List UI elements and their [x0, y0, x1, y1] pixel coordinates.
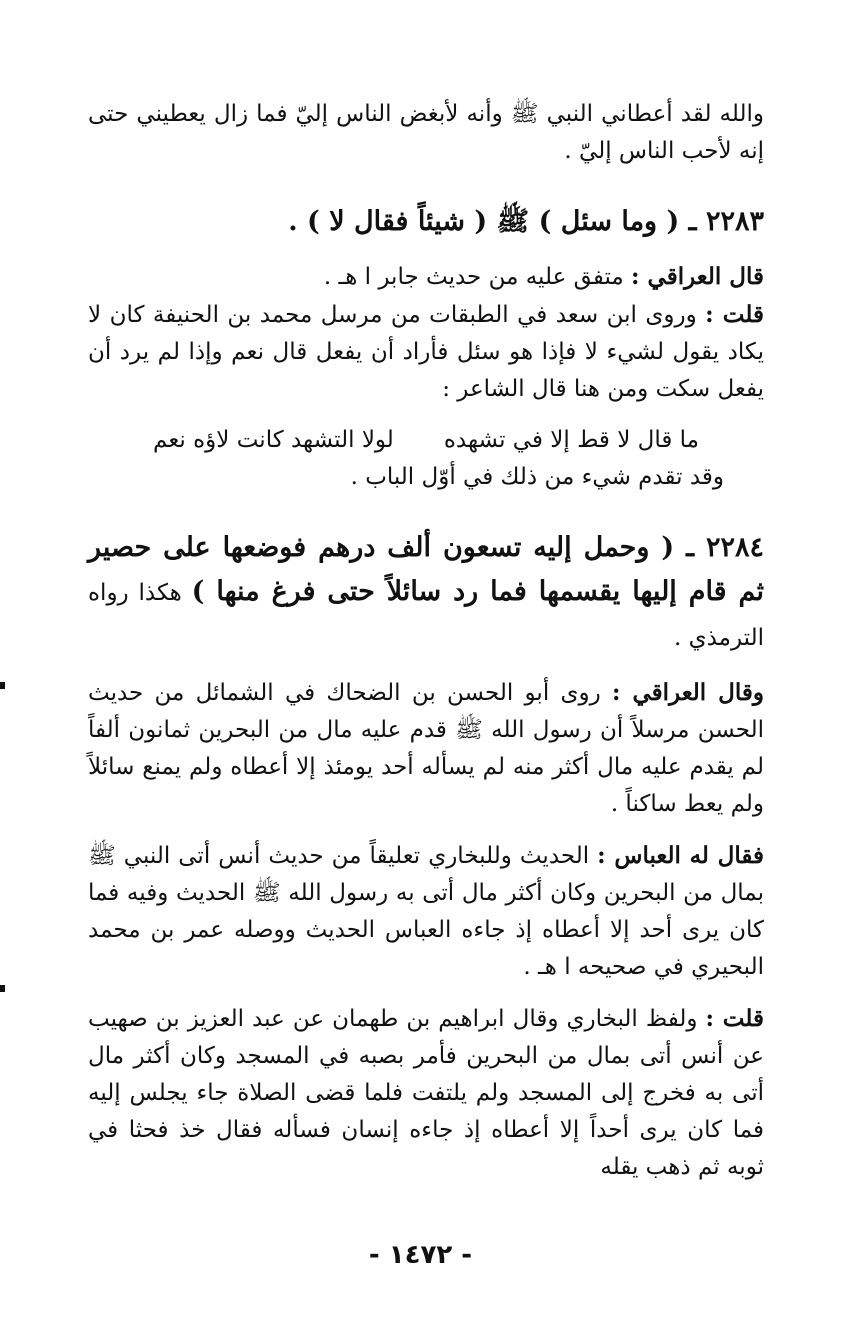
iraqi-label: قال العراقي : — [631, 263, 764, 290]
hadith-2283-heading: ٢٢٨٣ ـ ( وما سئل ) ﷺ ( شيئاً فقال لا ) . — [288, 206, 764, 237]
margin-mark — [0, 682, 5, 689]
opening-paragraph: والله لقد أعطاني النبي ﷺ وأنه لأبغض الناس إليّ فما زال يعطيني حتى إنه لأحب الناس إليّ . — [88, 101, 764, 164]
page-number: - ١٤٧٢ - — [368, 1240, 473, 1270]
verse-note: وقد تقدم شيء من ذلك في أوّل الباب . — [350, 464, 724, 490]
verse-second-hemistich: لولا التشهد كانت لاؤه نعم — [153, 427, 394, 453]
iraqi-comment-2284 — [88, 674, 764, 823]
margin-mark — [0, 985, 5, 992]
qult-text: وروى ابن سعد في الطبقات من مرسل محمد بن الحنيفة كان لا يكاد يقول لشيء لا فإذا هو سئل فأراد أن يفعل قال نعم وإذا لم يرد أن يفعل سكت ومن هنا قال الشاعر : — [88, 302, 764, 402]
abbas-text: الحديث وللبخاري تعليقاً من حديث أنس أتى النبي ﷺ بمال من البحرين وكان أكثر مال أتى به رسول الله ﷺ الحديث وفيه فما كان يرى أحد إلا أعطاه إذ جاءه العباس الحديث ووصله عمر بن محمد البحيري في صحيحه ا هـ . — [88, 843, 764, 980]
iraqi-label: وقال العراقي : — [612, 679, 764, 706]
book-page — [88, 96, 764, 1186]
iraqi-text: متفق عليه من حديث جابر ا هـ . — [323, 264, 632, 290]
iraqi-comment-2283 — [88, 258, 764, 296]
abbas-paragraph — [88, 837, 764, 986]
iraqi-text: روى أبو الحسن بن الضحاك في الشمائل من حديث الحسن مرسلاً أن رسول الله ﷺ قدم عليه مال من البحرين ثمانون ألفاً لم يقدم عليه مال أكثر منه لم يسأله أحد يومئذ إلا أعطاه ولم يمنع سائلاً ولم يعط ساكناً . — [88, 680, 764, 817]
qult-comment-2283 — [88, 296, 764, 408]
abbas-label: فقال له العباس : — [597, 842, 764, 869]
verse-first-hemistich: ما قال لا قط إلا في تشهده — [443, 427, 699, 453]
qult-label: قلت : — [705, 301, 764, 328]
qult-label: قلت : — [705, 1005, 764, 1032]
hadith-2284-heading — [88, 526, 764, 660]
hadith-2284-tail: هكذا رواه الترمذي . — [88, 580, 764, 651]
hadith-2284-title: ٢٢٨٤ ـ ( وحمل إليه تسعون ألف درهم فوضعها على حصير ثم قام إليها يقسمها فما رد سائلاً حتى فرغ منها ) — [88, 532, 764, 607]
qult-comment-2284 — [88, 1000, 764, 1186]
qult-text: ولفظ البخاري وقال ابراهيم بن طهمان عن عبد العزيز بن صهيب عن أنس أتى بمال من البحرين فأمر بصبه في المسجد وكان أكثر مال أتى به فخرج إلى المسجد ولم يلتفت فلما قضى الصلاة جاء يجلس إليه فما كان يرى أحداً إلا أعطاه إذ جاءه إنسان فسأله فقال خذ فحثا في ثوبه ثم ذهب يقله — [88, 1006, 764, 1180]
poetry-verse — [88, 422, 764, 459]
